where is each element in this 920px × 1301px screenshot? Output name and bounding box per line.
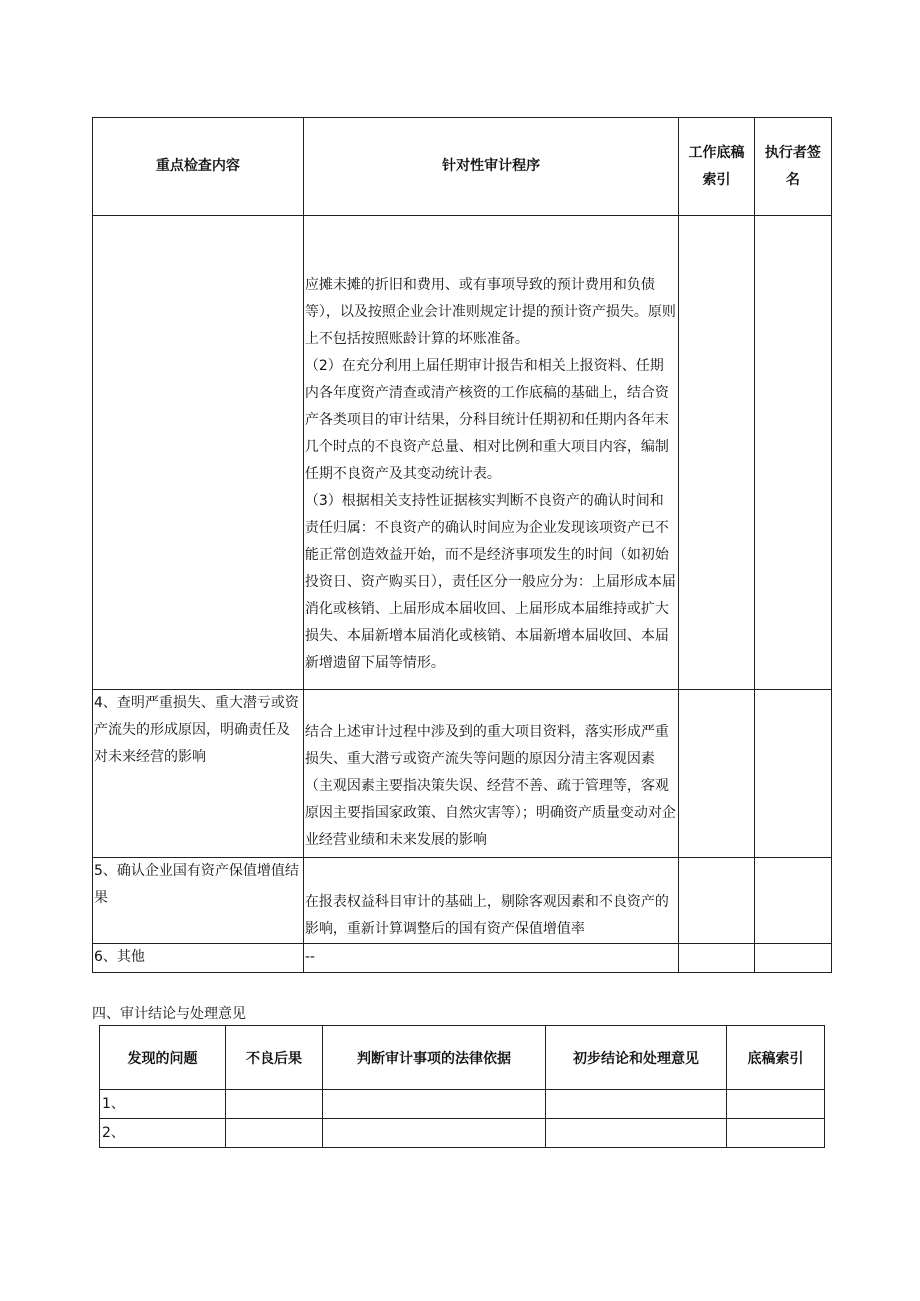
signature-cell xyxy=(754,858,831,944)
table-row xyxy=(93,858,832,944)
table-row xyxy=(100,1119,825,1148)
empty-cell xyxy=(226,1090,323,1119)
empty-cell xyxy=(226,1119,323,1148)
procedure-cell xyxy=(303,944,679,973)
audit-conclusion-table xyxy=(99,1025,825,1148)
check-item-cell xyxy=(93,858,304,944)
signature-cell xyxy=(754,944,831,973)
signature-cell xyxy=(754,690,831,858)
procedure-text: 应摊未摊的折旧和费用、或有事项导致的预计费用和负债等），以及按照企业会计准则规定计提的预计资产损失。原则上不包括按照账龄计算的坏账准备。 xyxy=(304,277,676,347)
header-key-check-content: 重点检查内容 xyxy=(93,118,304,216)
header-executor-signature: 执行者签名 xyxy=(754,118,831,216)
empty-cell xyxy=(323,1090,546,1119)
procedure-text: 在报表权益科目审计的基础上，剔除客观因素和不良资产的影响，重新计算调整后的国有资产保值增值率 xyxy=(304,894,669,937)
table-row xyxy=(93,690,832,858)
empty-cell xyxy=(323,1119,546,1148)
empty-cell xyxy=(546,1090,727,1119)
check-item-text: 4、查明严重损失、重大潜亏或资产流失的形成原因，明确责任及对未来经营的影响 xyxy=(94,695,299,765)
procedure-text: -- xyxy=(304,949,315,965)
check-item-cell xyxy=(93,944,304,973)
workpaper-index-cell xyxy=(679,216,754,690)
row-number-cell: 2、 xyxy=(100,1119,226,1148)
procedure-cell xyxy=(303,216,679,690)
procedure-text: （2）在充分利用上届任期审计报告和相关上报资料、任期内各年度资产清查或清产核资的工作底稿的基础上，结合资产各类项目的审计结果，分科目统计任期初和任期内各年末几个时点的不良资产总量、相对比例和重大项目内容，编制任期不良资产及其变动统计表。 xyxy=(304,358,669,482)
header-issues-found: 发现的问题 xyxy=(100,1026,226,1090)
workpaper-index-cell xyxy=(679,944,754,973)
table-row xyxy=(93,944,832,973)
table-row xyxy=(93,216,832,690)
procedure-cell xyxy=(303,858,679,944)
header-workpaper-index: 工作底稿索引 xyxy=(679,118,754,216)
row-item-empty xyxy=(93,216,304,690)
empty-cell xyxy=(727,1119,825,1148)
procedure-text: 结合上述审计过程中涉及到的重大项目资料，落实形成严重损失、重大潜亏或资产流失等问题的原因分清主客观因素（主观因素主要指决策失误、经营不善、疏于管理等，客观原因主要指国家政策、自然灾害等）；明确资产质量变动对企业经营业绩和未来发展的影响 xyxy=(304,724,676,848)
empty-cell xyxy=(546,1119,727,1148)
signature-cell xyxy=(754,216,831,690)
workpaper-index-cell xyxy=(679,690,754,858)
header-preliminary-conclusion: 初步结论和处理意见 xyxy=(546,1026,727,1090)
procedure-cell xyxy=(303,690,679,858)
table-header-row xyxy=(93,118,832,216)
empty-cell xyxy=(727,1090,825,1119)
table-header-row xyxy=(100,1026,825,1090)
check-item-cell xyxy=(93,690,304,858)
header-legal-basis: 判断审计事项的法律依据 xyxy=(323,1026,546,1090)
header-adverse-consequences: 不良后果 xyxy=(226,1026,323,1090)
audit-procedure-table xyxy=(92,117,832,973)
procedure-text: （3）根据相关支持性证据核实判断不良资产的确认时间和责任归属：不良资产的确认时间应为企业发现该项资产已不能正常创造效益开始，而不是经济事项发生的时间（如初始投资日、资产购买日），责任区分一般应分为：上届形成本届消化或核销、上届形成本届收回、上届形成本届维持或扩大损失、本届新增本届消化或核销、本届新增本届收回、本届新增遗留下届等情形。 xyxy=(304,493,676,671)
check-item-text: 5、确认企业国有资产保值增值结果 xyxy=(94,863,299,906)
header-audit-procedure: 针对性审计程序 xyxy=(303,118,679,216)
check-item-text: 6、其他 xyxy=(94,949,145,965)
section-title: 四、审计结论与处理意见 xyxy=(92,1006,246,1022)
row-number-cell: 1、 xyxy=(100,1090,226,1119)
table-row xyxy=(100,1090,825,1119)
header-workpaper-index: 底稿索引 xyxy=(727,1026,825,1090)
workpaper-index-cell xyxy=(679,858,754,944)
